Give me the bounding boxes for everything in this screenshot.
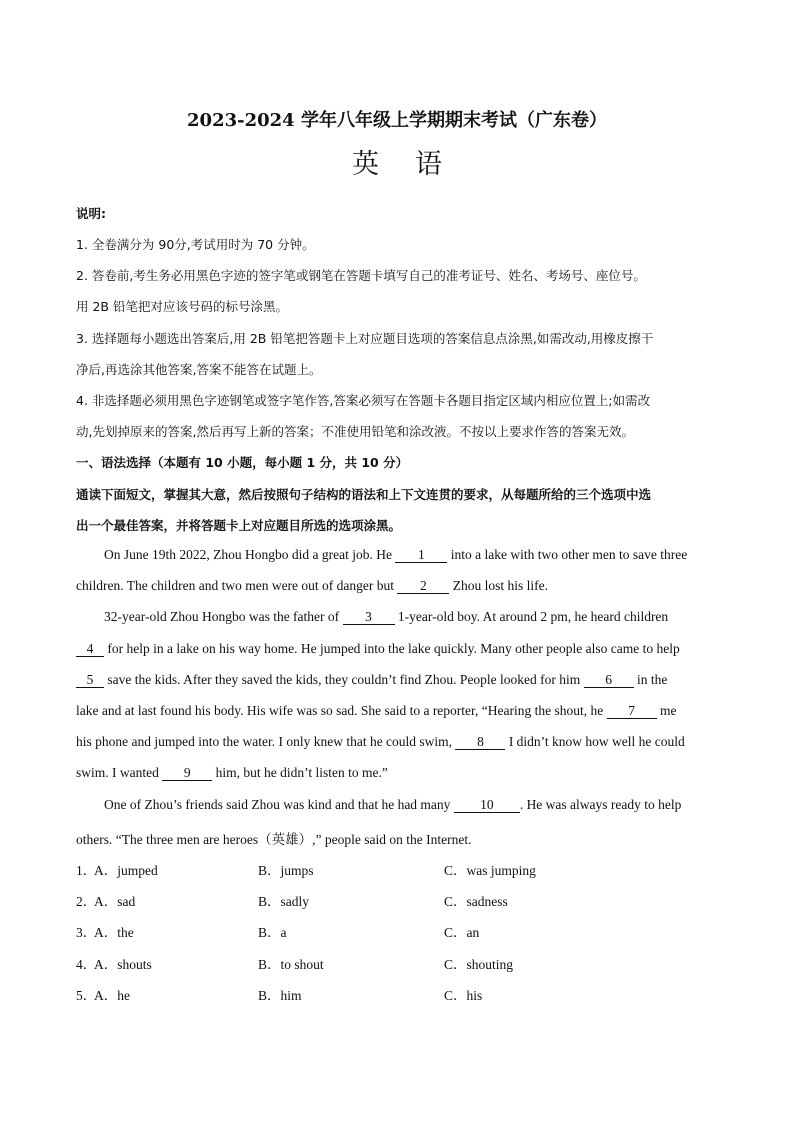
passage-text: lake and at last found his body. His wife was so sad. She said to a reporter, “Hearing the shout, he — [76, 703, 604, 718]
passage-line — [104, 609, 668, 625]
blank-6: 6 — [584, 673, 634, 688]
blank-7: 7 — [607, 704, 657, 719]
passage-text: 32-year-old Zhou Hongbo was the father of — [104, 609, 340, 624]
passage-text: save the kids. After they saved the kids, they couldn’t find Zhou. People looked for him — [107, 672, 581, 687]
exam-title: 2023-2024 学年八年级上学期期末考试（广东卷） — [187, 110, 607, 131]
passage-line — [76, 672, 667, 688]
instruction-item-4b: 动,先划掉原来的答案,然后再写上新的答案；不准使用铅笔和涂改液。不按以上要求作答的答案无效。 — [76, 424, 634, 439]
question-number: 3． — [76, 925, 97, 940]
passage-line: others. “The three men are heroes（英雄）,” people said on the Internet. — [76, 832, 472, 847]
option-row — [76, 984, 718, 1002]
subject-title: 英语 — [352, 149, 478, 180]
instruction-item-2b: 用 2B 铅笔把对应该号码的标号涂黑。 — [76, 299, 288, 314]
passage-text: On June 19th 2022, Zhou Hongbo did a great job. He — [104, 547, 392, 562]
option-b: B．him — [258, 988, 302, 1003]
passage-text: . He was always ready to help — [519, 797, 682, 812]
option-c: C．sadness — [444, 894, 508, 909]
blank-8: 8 — [455, 735, 505, 750]
passage-text: 1-year-old boy. At around 2 pm, he heard children — [397, 609, 669, 624]
option-a: A．jumped — [94, 863, 158, 878]
option-b: B．jumps — [258, 863, 314, 878]
option-row — [76, 953, 718, 971]
passage-text: me — [659, 703, 677, 718]
blank-2: 2 — [397, 579, 449, 594]
section-heading: 一、语法选择（本题有 10 小题，每小题 1 分，共 10 分） — [76, 455, 409, 470]
section-directions-a: 通读下面短文，掌握其大意，然后按照句子结构的语法和上下文连贯的要求，从每题所给的三个选项中选 — [76, 487, 652, 502]
passage-text: in the — [637, 672, 668, 687]
blank-9: 9 — [162, 766, 212, 781]
question-number: 5． — [76, 988, 97, 1003]
blank-1: 1 — [395, 548, 447, 563]
option-row — [76, 890, 718, 908]
blank-10: 10 — [454, 798, 520, 813]
instruction-item-3b: 净后,再选涂其他答案,答案不能答在试题上。 — [76, 362, 322, 377]
instruction-item-1: 1. 全卷满分为 90分,考试用时为 70 分钟。 — [76, 237, 315, 252]
instruction-item-4a: 4. 非选择题必须用黑色字迹钢笔或签字笔作答,答案必须写在答题卡各题目指定区域内相应位置上;如需改 — [76, 393, 651, 408]
section-directions-b: 出一个最佳答案，并将答题卡上对应题目所选的选项涂黑。 — [76, 518, 402, 533]
option-c: C．was jumping — [444, 863, 536, 878]
passage-text: for help in a lake on his way home. He jumped into the lake quickly. Many other people also came to help — [107, 641, 680, 656]
blank-5: 5 — [76, 673, 104, 688]
option-row — [76, 859, 718, 877]
question-number: 1． — [76, 863, 97, 878]
passage-line — [76, 734, 685, 750]
blank-4: 4 — [76, 642, 104, 657]
passage-line — [76, 703, 676, 719]
option-b: B．a — [258, 925, 287, 940]
passage-line — [76, 765, 388, 781]
passage-text: Zhou lost his life. — [452, 578, 549, 593]
passage-text: One of Zhou’s friends said Zhou was kind and that he had many — [104, 797, 451, 812]
option-a: A．sad — [94, 894, 136, 909]
instructions-label: 说明: — [76, 206, 106, 221]
passage-text: swim. I wanted — [76, 765, 159, 780]
option-b: B．sadly — [258, 894, 310, 909]
option-a: A．he — [94, 988, 130, 1003]
instruction-item-2a: 2. 答卷前,考生务必用黑色字迹的签字笔或钢笔在答题卡填写自己的准考证号、姓名、考场号、座位号。 — [76, 268, 646, 283]
passage-text: I didn’t know how well he could — [508, 734, 685, 749]
option-c: C．shouting — [444, 957, 514, 972]
blank-3: 3 — [343, 610, 395, 625]
passage-text: children. The children and two men were out of danger but — [76, 578, 395, 593]
instruction-item-3a: 3. 选择题每小题选出答案后,用 2B 铅笔把答题卡上对应题目选项的答案信息点涂黑,如需改动,用橡皮擦干 — [76, 331, 654, 346]
option-a: A．shouts — [94, 957, 152, 972]
passage-line — [104, 547, 687, 563]
passage-line — [76, 578, 548, 594]
option-b: B．to shout — [258, 957, 324, 972]
option-row — [76, 921, 718, 939]
passage-line — [104, 797, 681, 813]
passage-line — [76, 641, 680, 657]
option-a: A．the — [94, 925, 134, 940]
option-c: C．an — [444, 925, 480, 940]
question-number: 4． — [76, 957, 97, 972]
question-number: 2． — [76, 894, 97, 909]
passage-text: into a lake with two other men to save three — [450, 547, 688, 562]
option-c: C．his — [444, 988, 483, 1003]
passage-text: him, but he didn’t listen to me.” — [215, 765, 388, 780]
passage-text: his phone and jumped into the water. I only knew that he could swim, — [76, 734, 453, 749]
